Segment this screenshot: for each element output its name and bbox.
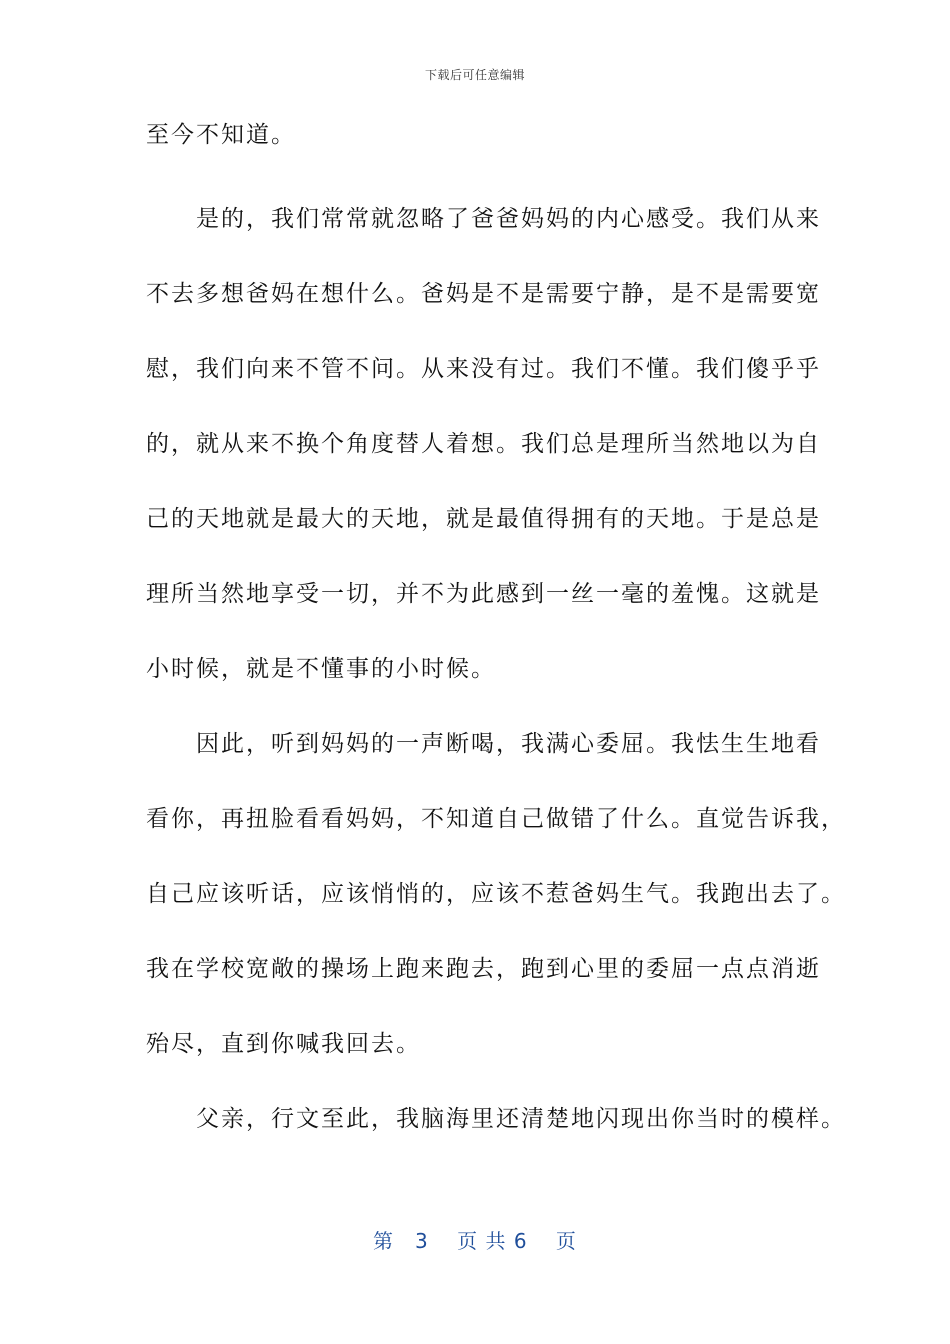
text-line: 因此，听到妈妈的一声断喝，我满心委屈。我怯生生地看 xyxy=(146,731,821,757)
text-line: 慰，我们向来不管不问。从来没有过。我们不懂。我们傻乎乎 xyxy=(146,356,821,382)
text-line: 己的天地就是最大的天地，就是最值得拥有的天地。于是总是 xyxy=(146,506,821,532)
text-line: 小时候，就是不懂事的小时候。 xyxy=(146,656,496,682)
page-number: 第 3 页 共 6 页 xyxy=(373,1229,577,1253)
text-line: 自己应该听话，应该悄悄的，应该不惹爸妈生气。我跑出去了。 xyxy=(146,881,846,907)
text-line: 殆尽，直到你喊我回去。 xyxy=(146,1031,421,1057)
text-line: 的，就从来不换个角度替人着想。我们总是理所当然地以为自 xyxy=(146,431,821,457)
page-footer xyxy=(0,1225,950,1254)
text-line: 看你，再扭脸看看妈妈，不知道自己做错了什么。直觉告诉我， xyxy=(146,806,846,832)
text-line: 理所当然地享受一切，并不为此感到一丝一毫的羞愧。这就是 xyxy=(146,581,821,607)
text-line: 父亲，行文至此，我脑海里还清楚地闪现出你当时的模样。 xyxy=(146,1106,846,1132)
text-line: 至今不知道。 xyxy=(146,122,296,148)
text-line: 不去多想爸妈在想什么。爸妈是不是需要宁静，是不是需要宽 xyxy=(146,281,821,307)
text-line: 是的，我们常常就忽略了爸爸妈妈的内心感受。我们从来 xyxy=(146,206,821,232)
page-header: 下载后可任意编辑 xyxy=(424,68,525,82)
text-line: 我在学校宽敞的操场上跑来跑去，跑到心里的委屈一点点消逝 xyxy=(146,956,821,982)
